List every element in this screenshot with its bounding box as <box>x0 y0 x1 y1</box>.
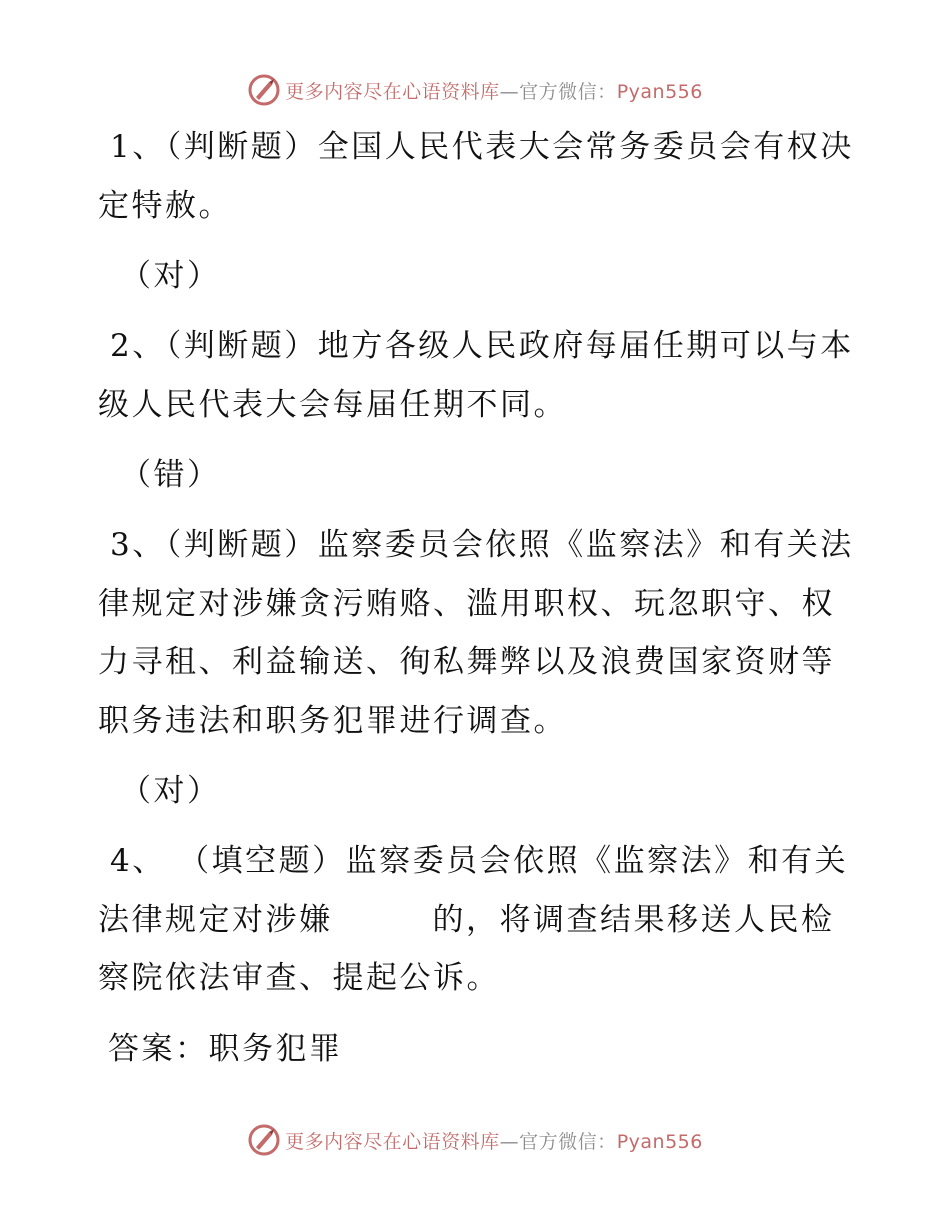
watermark-main: 更多内容尽在心语资料库 <box>285 1130 500 1153</box>
answer-1: （对） <box>120 258 221 294</box>
question-2-text: 2、（判断题）地方各级人民政府每届任期可以与本级人民代表大会每届任期不同。 <box>98 328 854 423</box>
watermark-dash: — <box>499 80 520 103</box>
watermark-wechat-label: 官方微信： <box>519 1130 617 1153</box>
quill-logo-icon <box>247 1123 281 1157</box>
watermark-wechat-label: 官方微信： <box>519 80 617 103</box>
document-body <box>98 118 858 1090</box>
watermark-text <box>285 1127 703 1154</box>
question-4 <box>98 832 858 1008</box>
question-4-text-after: 的，将调查结果移送人民检察院依法审查、提起公诉。 <box>98 901 835 996</box>
answer-2: （错） <box>120 457 221 493</box>
question-1 <box>98 118 858 235</box>
watermark-wechat-id: Pyan556 <box>616 80 703 103</box>
question-2 <box>98 317 858 434</box>
watermark-text <box>285 77 703 104</box>
header-watermark <box>0 70 950 110</box>
watermark-wechat-id: Pyan556 <box>616 1130 703 1153</box>
watermark-dash: — <box>499 1130 520 1153</box>
answer-3: （对） <box>120 773 221 809</box>
watermark-main: 更多内容尽在心语资料库 <box>285 80 500 103</box>
question-1-text: 1、（判断题）全国人民代表大会常务委员会有权决定特赦。 <box>98 129 854 224</box>
question-3 <box>98 516 858 750</box>
quill-logo-icon <box>247 73 281 107</box>
footer-watermark <box>0 1120 950 1160</box>
question-3-text: 3、（判断题）监察委员会依照《监察法》和有关法律规定对涉嫌贪污贿赂、滥用职权、玩忽职守、权力寻租、利益输送、徇私舞弊以及浪费国家资财等职务违法和职务犯罪进行调查。 <box>98 527 854 739</box>
question-4-text-before: 4、 （填空题）监察委员会依照《监察法》和有关法律规定对涉嫌 <box>98 843 849 938</box>
answer-4: 答案：职务犯罪 <box>108 1030 343 1067</box>
